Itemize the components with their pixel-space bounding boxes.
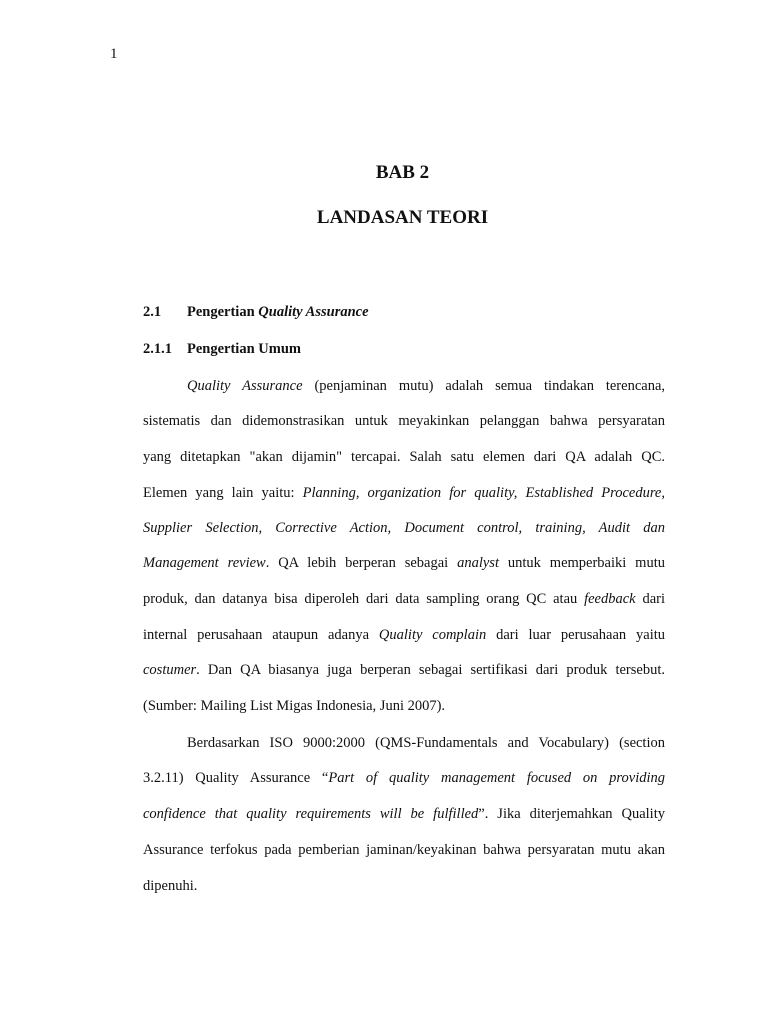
page-number: 1 [110, 46, 118, 62]
paragraph-line: yang ditetapkan "akan dijamin" tercapai. Salah satu elemen dari QA adalah QC. [143, 449, 665, 465]
subsection-heading [143, 341, 301, 358]
paragraph-line [143, 625, 665, 645]
paragraph-line [187, 376, 665, 396]
paragraph-line [143, 553, 665, 573]
text-italic: Management review [143, 555, 266, 571]
text-italic: Supplier Selection, Corrective Action, Document control, training, Audit dan [143, 520, 665, 536]
paragraph-line [143, 483, 665, 503]
text-italic: analyst [457, 555, 499, 571]
text: produk, dan datanya bisa diperoleh dari data sampling orang QC atau [143, 591, 585, 607]
section-title: Pengertian [187, 304, 259, 320]
paragraph-line [143, 589, 665, 609]
text-italic: feedback [584, 591, 636, 607]
text: internal perusahaan ataupun adanya [143, 627, 379, 643]
paragraph-line [143, 660, 665, 680]
text-italic: confidence that quality requirements will be fulfilled [143, 806, 479, 822]
text-italic: Planning, organization for quality, Established Procedure, [302, 485, 665, 501]
text: 3.2.11) Quality Assurance “ [143, 770, 329, 786]
text: Elemen yang lain yaitu: [143, 485, 303, 501]
text: ”. Jika diterjemahkan Quality [478, 806, 665, 822]
paragraph-line [143, 518, 665, 538]
section-title-italic: Quality Assurance [258, 304, 369, 320]
paragraph-line: dipenuhi. [143, 878, 198, 894]
subsection-title: Pengertian Umum [187, 341, 301, 357]
chapter-label: BAB 2 [375, 162, 430, 183]
section-heading [143, 304, 369, 321]
paragraph-line: (Sumber: Mailing List Migas Indonesia, Juni 2007). [143, 698, 446, 714]
text-italic: Quality complain [378, 627, 487, 643]
text: dari [635, 591, 665, 607]
text-italic: Part of quality management focused on providing [328, 770, 666, 786]
text: (penjaminan mutu) adalah semua tindakan terencana, [302, 378, 666, 394]
paragraph-line: Assurance terfokus pada pemberian jaminan/keyakinan bahwa persyaratan mutu akan [143, 842, 665, 858]
paragraph-line [143, 804, 665, 824]
text-italic: costumer [143, 662, 197, 678]
text: . Dan QA biasanya juga berperan sebagai sertifikasi dari produk tersebut. [196, 662, 665, 678]
chapter-title: LANDASAN TEORI [316, 207, 489, 228]
text: . QA lebih berperan sebagai [265, 555, 458, 571]
text: dari luar perusahaan yaitu [486, 627, 665, 643]
section-number: 2.1 [143, 304, 162, 320]
paragraph-line: Berdasarkan ISO 9000:2000 (QMS-Fundamentals and Vocabulary) (section [187, 735, 665, 751]
text: untuk memperbaiki mutu [498, 555, 665, 571]
paragraph-line: sistematis dan didemonstrasikan untuk meyakinkan pelanggan bahwa persyaratan [143, 413, 665, 429]
paragraph-line [143, 768, 665, 788]
text-italic: Quality Assurance [187, 378, 303, 394]
subsection-number: 2.1.1 [143, 341, 172, 357]
